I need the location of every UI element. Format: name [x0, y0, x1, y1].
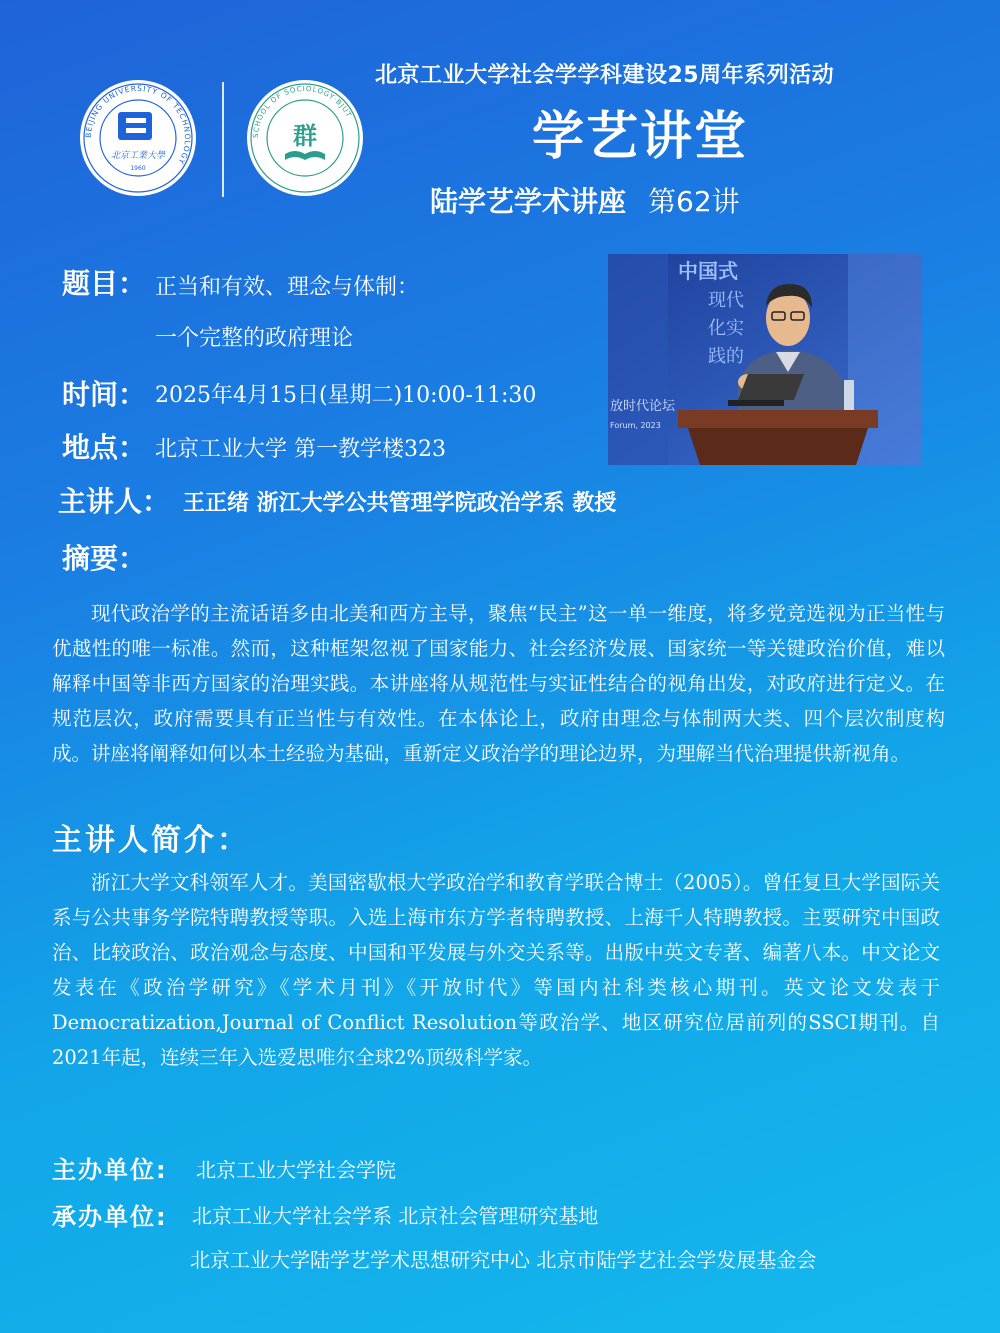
time-value: 2025年4月15日(星期二)10:00-11:30	[155, 383, 537, 408]
place-label: 地点：	[62, 431, 147, 464]
series-title: 北京工业大学社会学学科建设25周年系列活动	[375, 63, 835, 88]
banner-text-3: 化实	[708, 318, 744, 339]
speaker-value: 王正绪 浙江大学公共管理学院政治学系 教授	[183, 491, 617, 516]
banner-text-2: 现代	[708, 290, 744, 311]
place-value: 北京工业大学 第一教学楼323	[155, 437, 446, 462]
lecture-series-name: 陆学艺学术讲座	[430, 185, 627, 218]
svg-text:群: 群	[293, 121, 317, 150]
lecture-subtitle	[430, 180, 740, 220]
co-organizer-value-2: 北京工业大学陆学艺学术思想研究中心 北京市陆学艺社会学发展基金会	[190, 1248, 817, 1272]
forum-text: 放时代论坛	[610, 399, 676, 414]
topic-label: 题目：	[62, 267, 147, 300]
co-organizer-value: 北京工业大学社会学系 北京社会管理研究基地	[192, 1204, 599, 1228]
speaker-photo	[608, 254, 922, 465]
bjut-year: 1960	[130, 165, 146, 172]
host-value: 北京工业大学社会学院	[196, 1158, 396, 1182]
host-label: 主办单位:	[52, 1156, 168, 1184]
time-label: 时间：	[62, 378, 147, 411]
lecture-number: 第62讲	[648, 185, 740, 218]
topic-line-2: 一个完整的政府理论	[155, 326, 354, 351]
bjut-logo	[78, 78, 198, 198]
topic-line-1: 正当和有效、理念与体制：	[155, 275, 420, 300]
main-title: 学艺讲堂	[531, 106, 748, 167]
co-organizer-label: 承办单位:	[52, 1203, 168, 1231]
abstract-label: 摘要：	[62, 542, 147, 575]
logo-divider	[222, 82, 224, 197]
abstract-paragraph: 现代政治学的主流话语多由北美和西方主导，聚焦“民主”这一单一维度，将多党竞选视为正当性与优越性的唯一标准。然而，这种框架忽视了国家能力、社会经济发展、国家统一等关键政治价值，难以解释中国等非西方国家的治理实践。本讲座将从规范性与实证性结合的视角出发，对政府进行定义。在规范层次，政府需要具有正当性与有效性。在本体论上，政府由理念与体制两大类、四个层次制度构成。讲座将阐释如何以本土经验为基础，重新定义政治学的理论边界，为理解当代治理提供新视角。	[52, 602, 945, 765]
soc-ring-text: SCHOOL OF SOCIOLOGY·BJUT	[251, 84, 354, 139]
bjut-ring-text: BEIJING UNIVERSITY OF TECHNOLOGY	[83, 83, 193, 167]
banner-text-4: 践的	[708, 346, 744, 367]
forum-en-text: Forum, 2023	[610, 421, 661, 430]
speaker-label: 主讲人：	[58, 485, 171, 518]
banner-text-1: 中国式	[678, 259, 738, 283]
bio-paragraph: 浙江大学文科领军人才。美国密歇根大学政治学和教育学联合博士（2005）。曾任复旦大学国际关系与公共事务学院特聘教授等职。入选上海市东方学者特聘教授、上海千人特聘教授。主要研究中国政治、比较政治、政治观念与态度、中国和平发展与外交关系等。出版中英文专著、编著八本。中文论文发表在《政治学研究》《学术月刊》《开放时代》等国内社科类核心期刊。英文论文发表于Democratization,Journal of Conflict Resolution等政治学、地区研究位居前列的SSCI期刊。自2021年起，连续三年入选爱思唯尔全球2%顶级科学家。	[52, 871, 940, 1069]
sociology-school-logo	[245, 78, 365, 198]
svg-text:北京工業大學: 北京工業大學	[110, 151, 166, 161]
bio-heading: 主讲人简介：	[52, 823, 250, 858]
